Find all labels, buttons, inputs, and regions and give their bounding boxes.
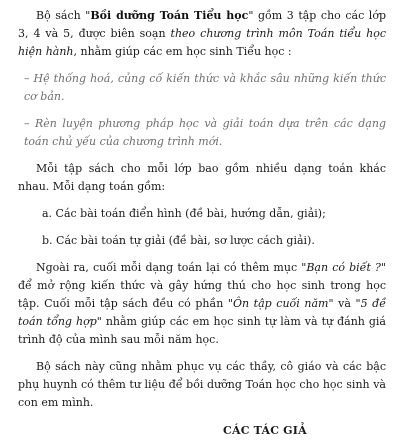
book-series-title: Bồi dưỡng Toán Tiểu học (90, 9, 249, 22)
structure-paragraph: Mỗi tập sách cho mỗi lớp bao gồm nhiều dạng toán khác nhau. Mỗi dạng toán gồm: (18, 162, 386, 193)
goal-item-2: – Rèn luyện phương pháp học và giải toán dựa trên các dạng toán chủ yếu của chương trình mới. (24, 117, 386, 148)
list-item-a: a. Các bài toán điển hình (đề bài, hướng dẫn, giải); (42, 207, 326, 220)
extras-paragraph: Ngoài ra, cuối mỗi dạng toán lại có thêm mục "Bạn có biết ?" để mở rộng kiến thức và gây hứng thú cho học sinh trong học tập. Cuối mỗi tập sách đều có phần "Ôn tập cuối năm" và "5 đề toán tổng hợp" nhằm giúp các em học sinh tự làm và tự đánh giá trình độ của mình sau mỗi năm học. (18, 261, 386, 346)
did-you-know-section: Bạn có biết ? (306, 261, 381, 274)
preface-page (18, 7, 386, 440)
closing-paragraph: Bộ sách này cũng nhằm phục vụ các thầy, cô giáo và các bậc phụ huynh có thêm tư liệu để bồi dưỡng Toán học cho học sinh và con em mình. (18, 360, 386, 409)
year-end-review-section: Ôn tập cuối năm (232, 297, 329, 310)
intro-text-e: , nhằm giúp các em học sinh Tiểu học : (73, 45, 292, 58)
intro-paragraph (18, 7, 386, 61)
authors-signature: CÁC TÁC GIẢ (223, 424, 307, 437)
list-item-b: b. Các bài toán tự giải (đề bài, sơ lược cách giải). (42, 234, 315, 247)
curriculum-phrase: theo chương trình môn Toán tiểu học hiện hành (18, 27, 387, 58)
intro-text-a: Bộ sách " (36, 9, 91, 22)
five-tests-section: 5 đề toán tổng hợp (18, 297, 386, 328)
intro-text-c: " gồm 3 tập cho các lớp 3, 4 và 5, được biên soạn (18, 9, 386, 40)
goal-item-1: – Hệ thống hoá, củng cố kiến thức và khắc sâu những kiến thức cơ bản. (24, 72, 386, 103)
